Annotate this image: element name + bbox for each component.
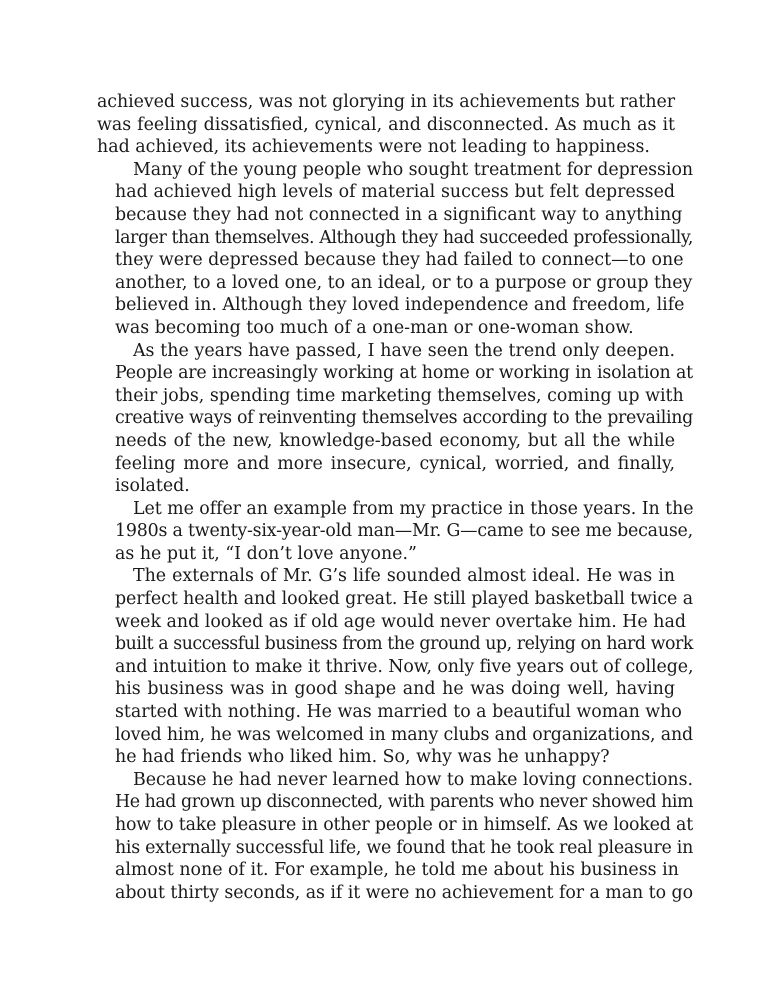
text-line: because they had not connected in a significant way to anything (115, 204, 683, 225)
text-line: As the years have passed, I have seen the trend only deepen. (133, 340, 675, 361)
text-line: perfect health and looked great. He still played basketball twice a (115, 589, 693, 610)
text-line: about thirty seconds, as if it were no achievement for a man to go (115, 882, 693, 903)
paragraph-2 (97, 159, 694, 340)
paragraph-4 (97, 498, 694, 566)
text-line: his business was in good shape and he was doing well, having (115, 679, 675, 700)
text-line: People are increasingly working at home or working in isolation at (115, 363, 693, 384)
text-line: 1980s a twenty-six-year-old man—Mr. G—came to see me because, (115, 521, 693, 542)
text-line: was feeling dissatisfied, cynical, and disconnected. As much as it (97, 114, 675, 135)
paragraph-3 (97, 340, 693, 498)
paragraph-5 (97, 565, 694, 768)
text-line: He had grown up disconnected, with parents who never showed him (115, 792, 693, 813)
text-line: his externally successful life, we found that he took real pleasure in (115, 837, 694, 858)
text-line: was becoming too much of a one-man or one-woman show. (115, 317, 634, 338)
text-line: had achieved, its achievements were not leading to happiness. (97, 137, 650, 158)
text-line: and intuition to make it thrive. Now, only five years out of college, (115, 656, 694, 677)
text-line: feeling more and more insecure, cynical, worried, and finally, (115, 453, 675, 474)
text-line: Many of the young people who sought treatment for depression (133, 159, 694, 180)
text-line: built a successful business from the ground up, relying on hard work (115, 634, 693, 655)
text-line: started with nothing. He was married to a beautiful woman who (115, 702, 682, 723)
text-line: larger than themselves. Although they had succeeded professionally, (115, 227, 693, 248)
text-line: isolated. (115, 476, 190, 497)
text-line: they were depressed because they had failed to connect—to one (115, 250, 684, 271)
paragraph-6 (97, 769, 694, 905)
text-line: how to take pleasure in other people or in himself. As we looked at (115, 815, 693, 835)
text-line: week and looked as if old age would never overtake him. He had (115, 611, 686, 632)
text-line: believed in. Although they loved independence and freedom, life (115, 295, 685, 316)
text-line: another, to a loved one, to an ideal, or to a purpose or group they (115, 272, 693, 293)
text-line: The externals of Mr. G’s life sounded almost ideal. He was in (133, 566, 675, 587)
text-line: as he put it, “I don’t love anyone.” (115, 543, 417, 564)
text-line: loved him, he was welcomed in many clubs and organizations, and (115, 724, 693, 745)
text-line: needs of the new, knowledge-based economy, but all the while (115, 430, 675, 451)
text-line: their jobs, spending time marketing themselves, coming up with (115, 385, 684, 406)
text-line: Let me offer an example from my practice in those years. In the (133, 498, 694, 519)
text-line: almost none of it. For example, he told me about his business in (115, 860, 679, 881)
text-line: Because he had never learned how to make loving connections. (133, 769, 694, 790)
text-line: creative ways of reinventing themselves according to the prevailing (115, 408, 693, 429)
paragraph-1 (97, 91, 675, 159)
book-page-text (97, 91, 694, 904)
text-line: he had friends who liked him. So, why was he unhappy? (115, 747, 610, 768)
text-line: achieved success, was not glorying in its achievements but rather (97, 92, 675, 112)
text-line: had achieved high levels of material success but felt depressed (115, 182, 675, 203)
